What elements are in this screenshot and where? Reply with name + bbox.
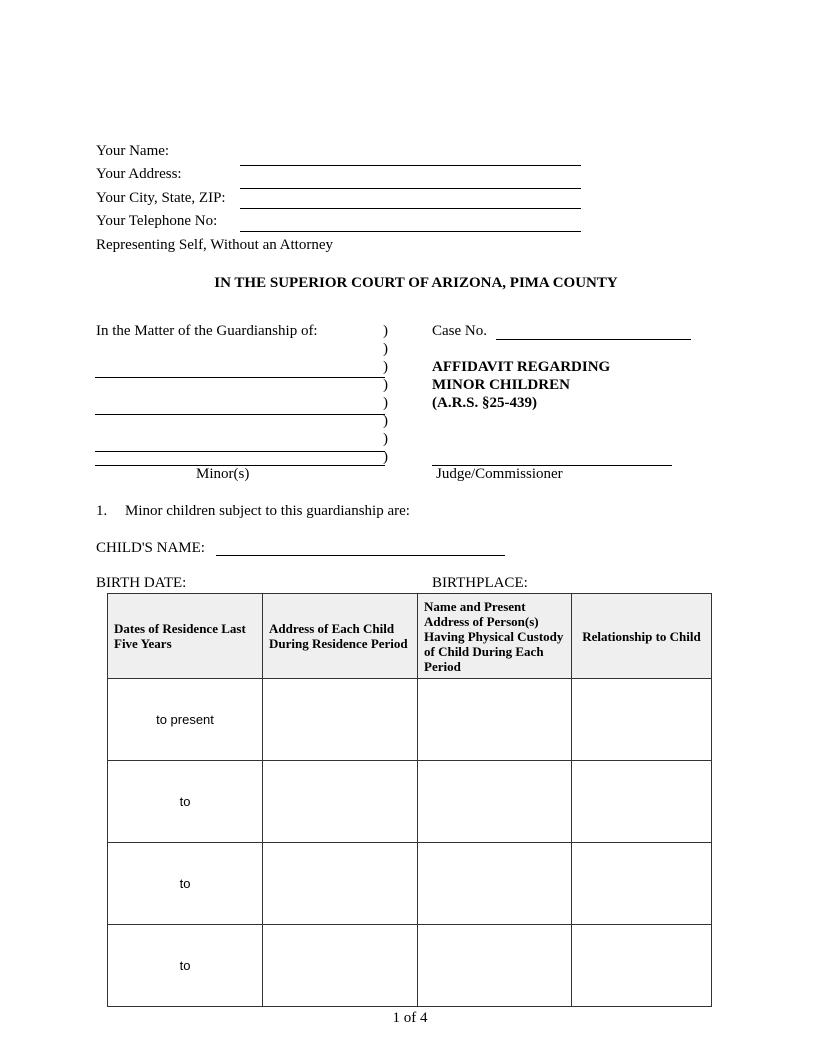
table-header-row [108,594,712,679]
your-address-label: Your Address: [96,166,182,182]
guardianship-label: In the Matter of the Guardianship of: [96,323,318,339]
cell-dates[interactable]: to present [108,679,263,761]
cell-dates[interactable]: to [108,843,263,925]
child-name-field[interactable] [216,555,505,556]
page-number: 1 of 4 [392,1010,428,1026]
cell-dates[interactable]: to [108,761,263,843]
your-name-label: Your Name: [96,143,170,159]
header-dates: Dates of Residence Last Five Years [108,594,263,679]
your-city-field[interactable] [240,208,581,209]
doc-title-line-1: AFFIDAVIT REGARDING [432,359,611,375]
doc-title-line-3: (A.R.S. §25-439) [432,395,537,411]
minor-name-field-1[interactable] [95,377,385,378]
case-no-field[interactable] [496,339,691,340]
header-relationship: Relationship to Child [572,594,712,679]
cell-relationship[interactable] [572,843,712,925]
caption-paren: ) [383,323,388,339]
caption-paren: ) [383,413,388,429]
your-city-label: Your City, State, ZIP: [96,190,226,206]
caption-paren: ) [383,449,388,465]
table-row [108,925,712,1007]
your-phone-label: Your Telephone No: [96,213,218,229]
residence-table [107,593,712,1007]
doc-title-line-2: MINOR CHILDREN [432,377,570,393]
cell-address[interactable] [263,679,418,761]
cell-custodian[interactable] [418,925,572,1007]
cell-custodian[interactable] [418,761,572,843]
your-phone-field[interactable] [240,231,581,232]
cell-address[interactable] [263,843,418,925]
cell-relationship[interactable] [572,761,712,843]
birth-date-label: BIRTH DATE: [96,575,187,591]
section-1-text: Minor children subject to this guardianship are: [125,503,410,519]
birthplace-label: BIRTHPLACE: [432,575,528,591]
cell-relationship[interactable] [572,925,712,1007]
cell-address[interactable] [263,925,418,1007]
cell-relationship[interactable] [572,679,712,761]
table-row [108,679,712,761]
your-name-field[interactable] [240,165,581,166]
caption-paren: ) [383,359,388,375]
judge-label: Judge/Commissioner [436,466,563,482]
cell-address[interactable] [263,761,418,843]
section-1-number: 1. [96,503,108,519]
table-row [108,843,712,925]
representing-self-label: Representing Self, Without an Attorney [96,237,333,253]
caption-paren: ) [383,395,388,411]
cell-dates[interactable]: to [108,925,263,1007]
table-row [108,761,712,843]
minors-label: Minor(s) [196,466,250,482]
minor-name-field-3[interactable] [95,451,385,452]
cell-custodian[interactable] [418,679,572,761]
cell-custodian[interactable] [418,843,572,925]
caption-paren: ) [383,431,388,447]
minor-name-field-2[interactable] [95,414,385,415]
case-no-label: Case No. [432,323,487,339]
caption-paren: ) [383,341,388,357]
caption-paren: ) [383,377,388,393]
child-name-label: CHILD'S NAME: [96,540,205,556]
your-address-field[interactable] [240,188,581,189]
header-custodian: Name and Present Address of Person(s) Having Physical Custody of Child During Each Period [418,594,572,679]
header-address: Address of Each Child During Residence Period [263,594,418,679]
court-title: IN THE SUPERIOR COURT OF ARIZONA, PIMA COUNTY [214,275,618,291]
